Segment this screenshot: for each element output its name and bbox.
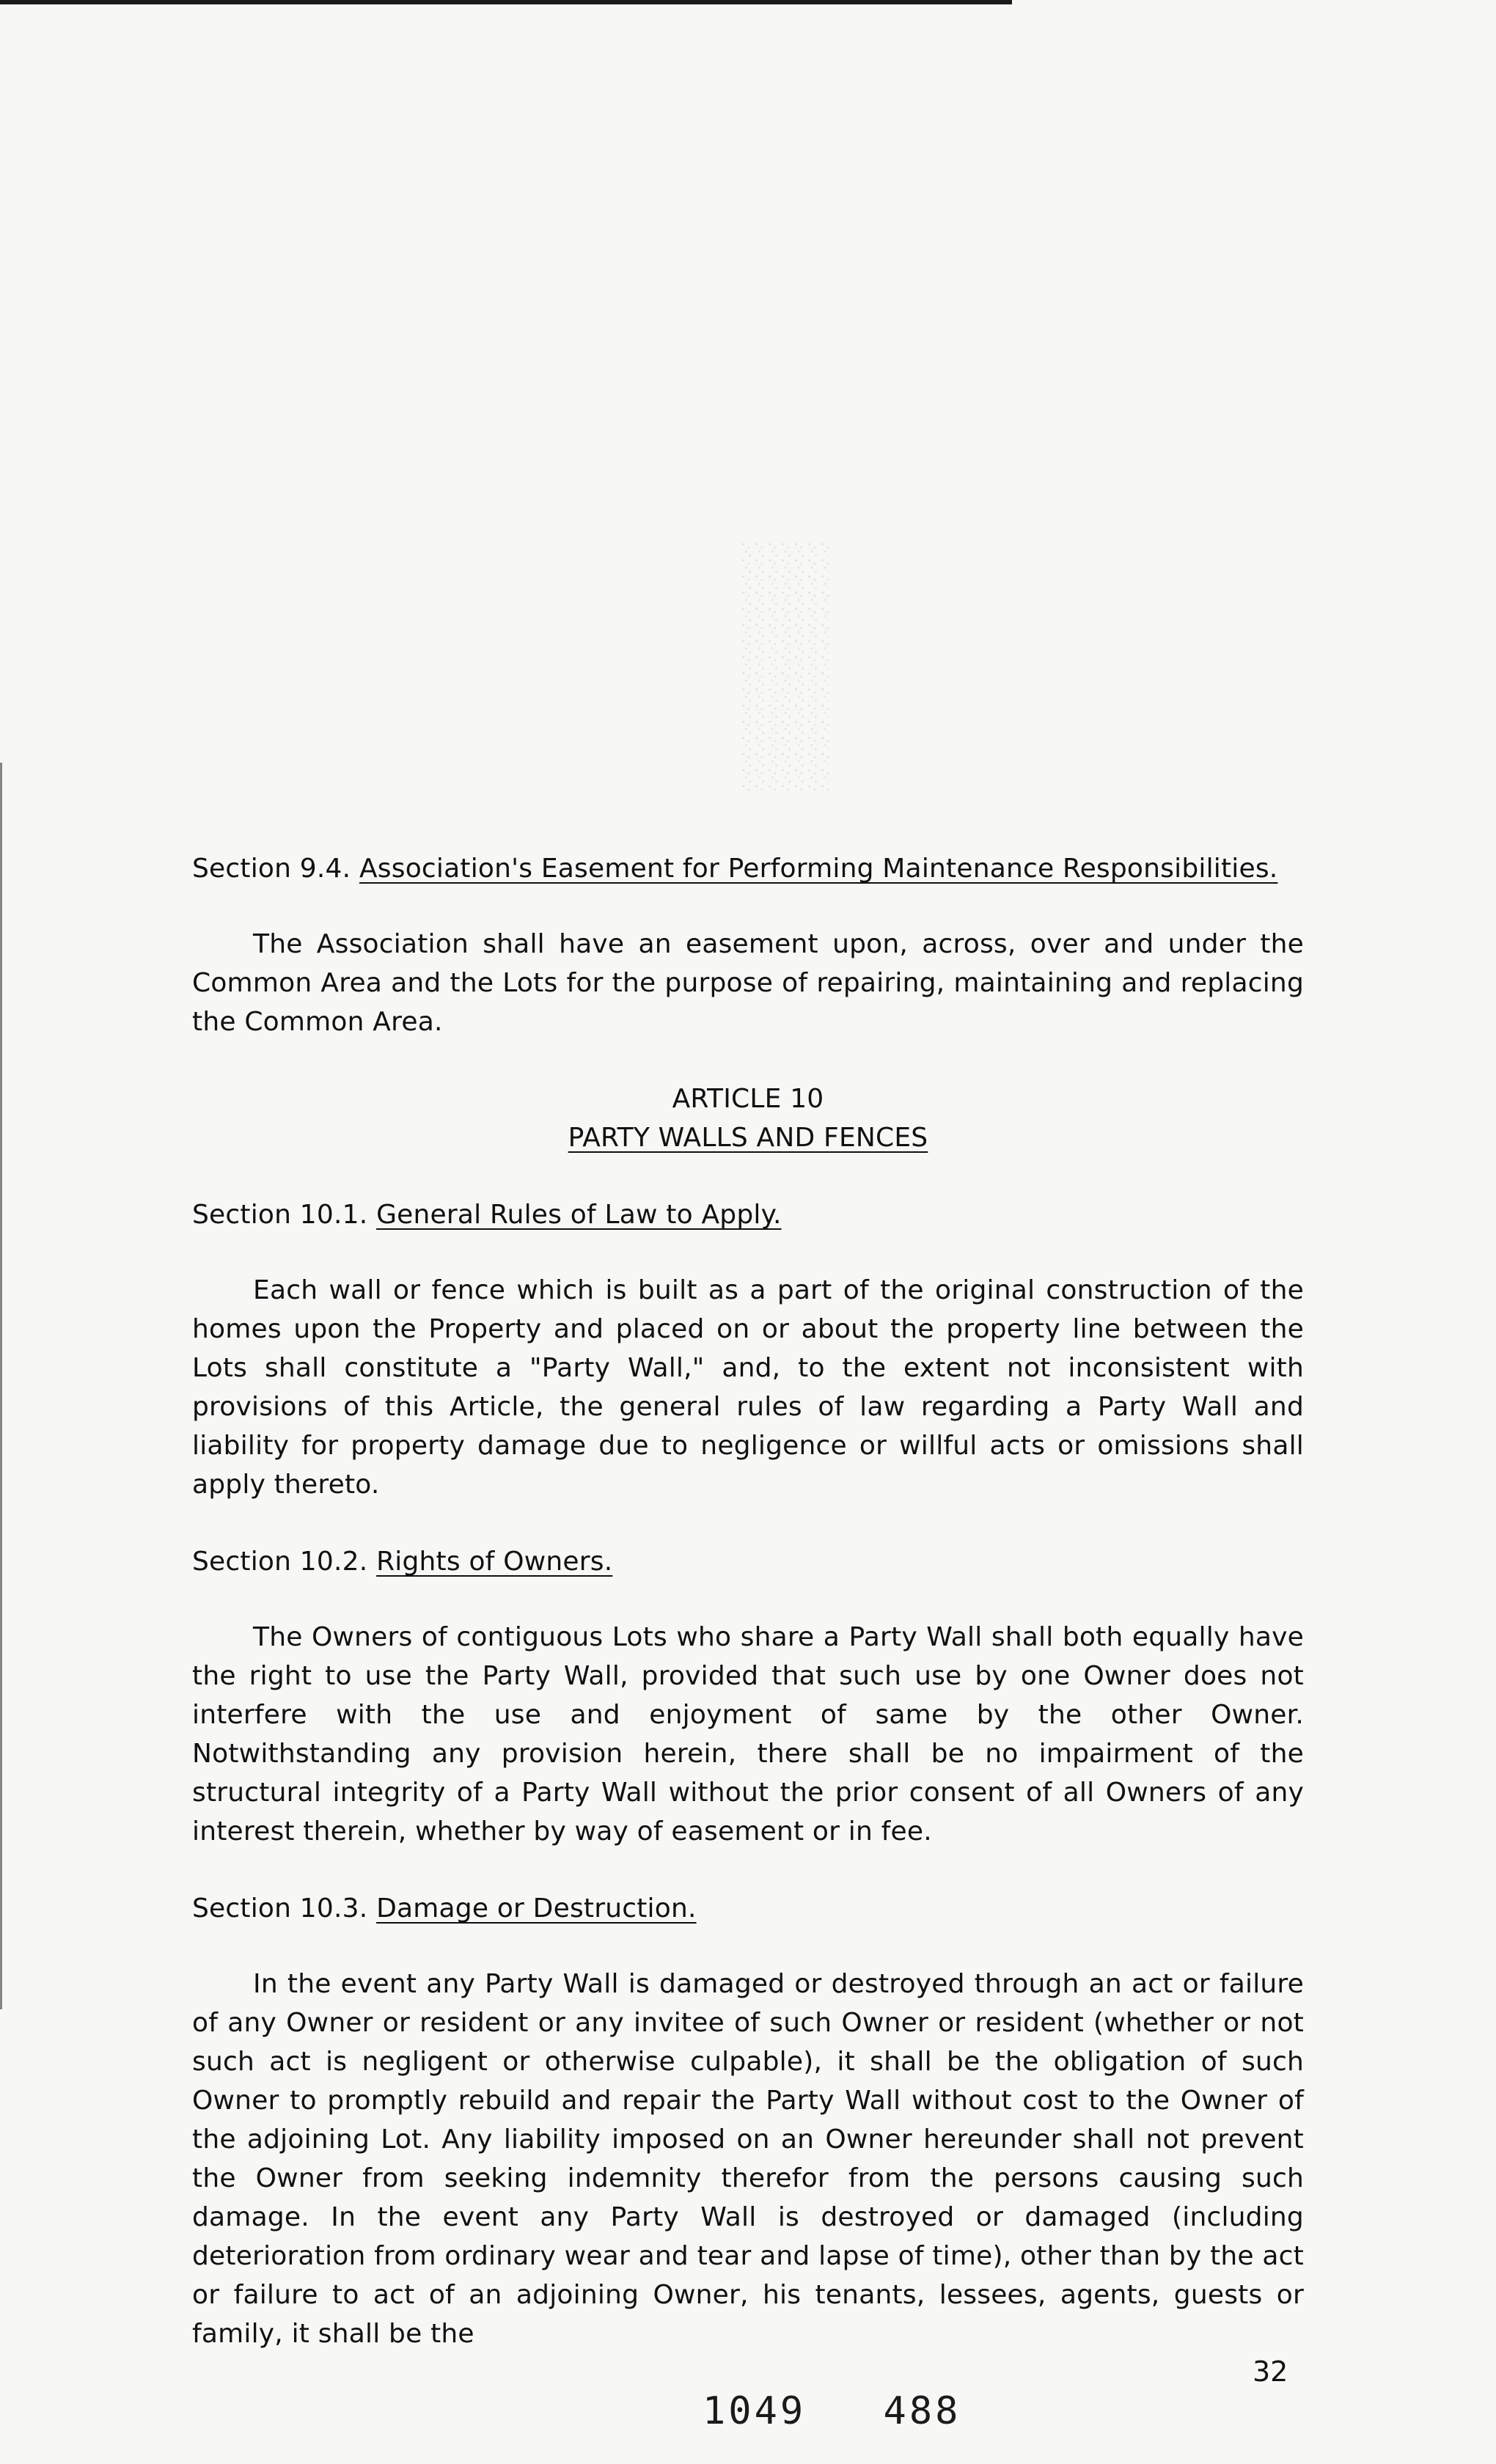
section-9-4-title: Association's Easement for Performing Maintenance Responsibilities. (359, 854, 1278, 884)
page-number: 32 (1253, 2355, 1288, 2388)
section-10-3-heading (192, 1889, 1304, 1928)
section-10-3-title: Damage or Destruction. (376, 1893, 697, 1924)
scan-fold-speckle (741, 543, 829, 792)
section-10-3-number: Section 10.3. (192, 1893, 368, 1924)
book-page-reference: 1049 488 (703, 2389, 961, 2433)
article-10-heading (192, 1079, 1304, 1157)
document-body (192, 849, 1304, 2391)
section-9-4-number: Section 9.4. (192, 854, 351, 884)
section-10-2-heading (192, 1542, 1304, 1581)
section-9-4-paragraph: The Association shall have an easement upon, across, over and under the Common Area and the Lots for the purpose of repairing, maintaining and replacing the Common Area. (192, 929, 1304, 1037)
article-title: PARTY WALLS AND FENCES (568, 1123, 928, 1153)
article-number: ARTICLE 10 (672, 1084, 824, 1114)
section-10-2-paragraph: The Owners of contiguous Lots who share a Party Wall shall both equally have the right to use the Party Wall, provided that such use by one Owner does not interfere with the use and enjoyment of same by the other Owner. Notwithstanding any provision herein, there shall be no impairment of the structural integrity of a Party Wall without the prior consent of all Owners of any interest therein, whether by way of easement or in fee. (192, 1622, 1304, 1847)
section-10-1-paragraph: Each wall or fence which is built as a part of the original construction of the homes upon the Property and placed on or about the property line between the Lots shall constitute a "Party Wall," and, to the extent not inconsistent with provisions of this Article, the general rules of law regarding a Party Wall and liability for property damage due to negligence or willful acts or omissions shall apply thereto. (192, 1275, 1304, 1500)
scan-edge-left (0, 763, 2, 2009)
section-10-1-heading (192, 1195, 1304, 1234)
section-10-1-number: Section 10.1. (192, 1200, 368, 1230)
section-10-1-title: General Rules of Law to Apply. (376, 1200, 782, 1230)
section-9-4-heading (192, 849, 1304, 888)
section-10-3-paragraph: In the event any Party Wall is damaged or destroyed through an act or failure of any Owner or resident or any invitee of such Owner or resident (whether or not such act is negligent or otherwise culpable), it shall be the obligation of such Owner to promptly rebuild and repair the Party Wall without cost to the Owner of the adjoining Lot. Any liability imposed on an Owner hereunder shall not prevent the Owner from seeking indemnity therefor from the persons causing such damage. In the event any Party Wall is destroyed or damaged (including deterioration from ordinary wear and tear and lapse of time), other than by the act or failure to act of an adjoining Owner, his tenants, lessees, agents, guests or family, it shall be the (192, 1969, 1304, 2349)
scan-edge-top (0, 0, 1012, 4)
section-10-2-number: Section 10.2. (192, 1547, 368, 1577)
section-10-2-title: Rights of Owners. (376, 1547, 613, 1577)
